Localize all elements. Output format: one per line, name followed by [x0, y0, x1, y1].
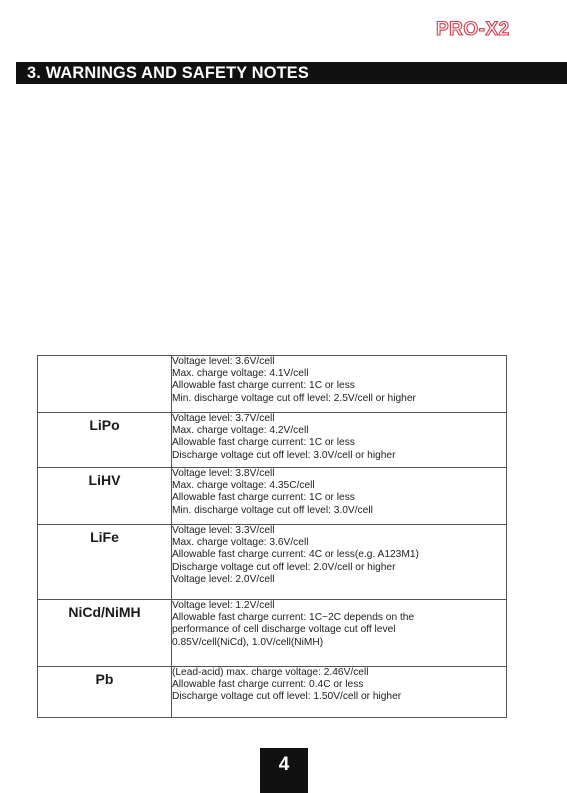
battery-type-label: Pb: [95, 671, 114, 687]
spec-line: Allowable fast charge current: 1C or less: [172, 437, 355, 449]
battery-type-label: LiPo: [89, 417, 120, 433]
spec-line: Max. charge voltage: 4.2V/cell: [172, 425, 309, 437]
spec-line: Min. discharge voltage cut off level: 3.0V/cell: [172, 504, 373, 516]
table-row: [38, 525, 507, 600]
battery-spec-cell: [172, 468, 507, 525]
spec-line: Allowable fast charge current: 4C or less(e.g. A123M1): [172, 549, 419, 561]
battery-type-cell: [38, 525, 172, 600]
spec-line: Discharge voltage cut off level: 2.0V/cell or higher: [172, 561, 396, 573]
battery-spec-cell: [172, 667, 507, 718]
battery-type-label: NiCd/NiMH: [68, 604, 141, 620]
battery-type-cell: [38, 413, 172, 468]
page-number-tab: [260, 748, 308, 793]
battery-type-label: [38, 356, 171, 360]
table-row: [38, 667, 507, 718]
battery-spec-cell: [172, 525, 507, 600]
battery-spec-cell: [172, 356, 507, 413]
battery-type-cell: [38, 600, 172, 667]
section-header-bar: [16, 62, 567, 84]
spec-line: Voltage level: 3.7V/cell: [172, 413, 275, 424]
table-row: [38, 468, 507, 525]
spec-line: Min. discharge voltage cut off level: 2.5V/cell or higher: [172, 392, 416, 404]
spec-line: Allowable fast charge current: 1C or less: [172, 492, 355, 504]
spec-line: Max. charge voltage: 4.1V/cell: [172, 368, 309, 380]
battery-type-label: LiHV: [88, 472, 121, 488]
spec-line: Voltage level: 3.6V/cell: [172, 356, 275, 367]
spec-line: Max. charge voltage: 3.6V/cell: [172, 537, 309, 549]
battery-type-label: LiFe: [90, 529, 119, 545]
spec-line: performance of cell discharge voltage cut off level: [172, 624, 396, 636]
logo-text: PRO-X2: [436, 19, 510, 39]
battery-type-cell: [38, 468, 172, 525]
spec-line: Voltage level: 3.3V/cell: [172, 525, 275, 536]
battery-spec-cell: [172, 413, 507, 468]
spec-line: Allowable fast charge current: 0.4C or less: [172, 679, 364, 691]
battery-type-cell: [38, 356, 172, 413]
pro-x2-logo: [436, 17, 536, 39]
spec-line: Voltage level: 2.0V/cell: [172, 573, 275, 585]
battery-spec-cell: [172, 600, 507, 667]
table-row: [38, 600, 507, 667]
spec-line: Voltage level: 1.2V/cell: [172, 600, 275, 611]
battery-spec-table: [37, 355, 507, 718]
spec-line: Voltage level: 3.8V/cell: [172, 468, 275, 479]
spec-line: Allowable fast charge current: 1C~2C depends on the: [172, 612, 415, 624]
spec-line: Allowable fast charge current: 1C or less: [172, 380, 355, 392]
table-row: [38, 413, 507, 468]
spec-line: Max. charge voltage: 4.35C/cell: [172, 480, 315, 492]
spec-line: Discharge voltage cut off level: 1.50V/cell or higher: [172, 691, 402, 703]
battery-type-cell: [38, 667, 172, 718]
page-number: 4: [278, 754, 290, 775]
spec-line: 0.85V/cell(NiCd), 1.0V/cell(NiMH): [172, 636, 324, 648]
table-row: [38, 356, 507, 413]
section-title: 3. WARNINGS AND SAFETY NOTES: [27, 63, 309, 82]
spec-line: (Lead-acid) max. charge voltage: 2.46V/cell: [172, 667, 369, 678]
spec-line: Discharge voltage cut off level: 3.0V/cell or higher: [172, 449, 396, 461]
